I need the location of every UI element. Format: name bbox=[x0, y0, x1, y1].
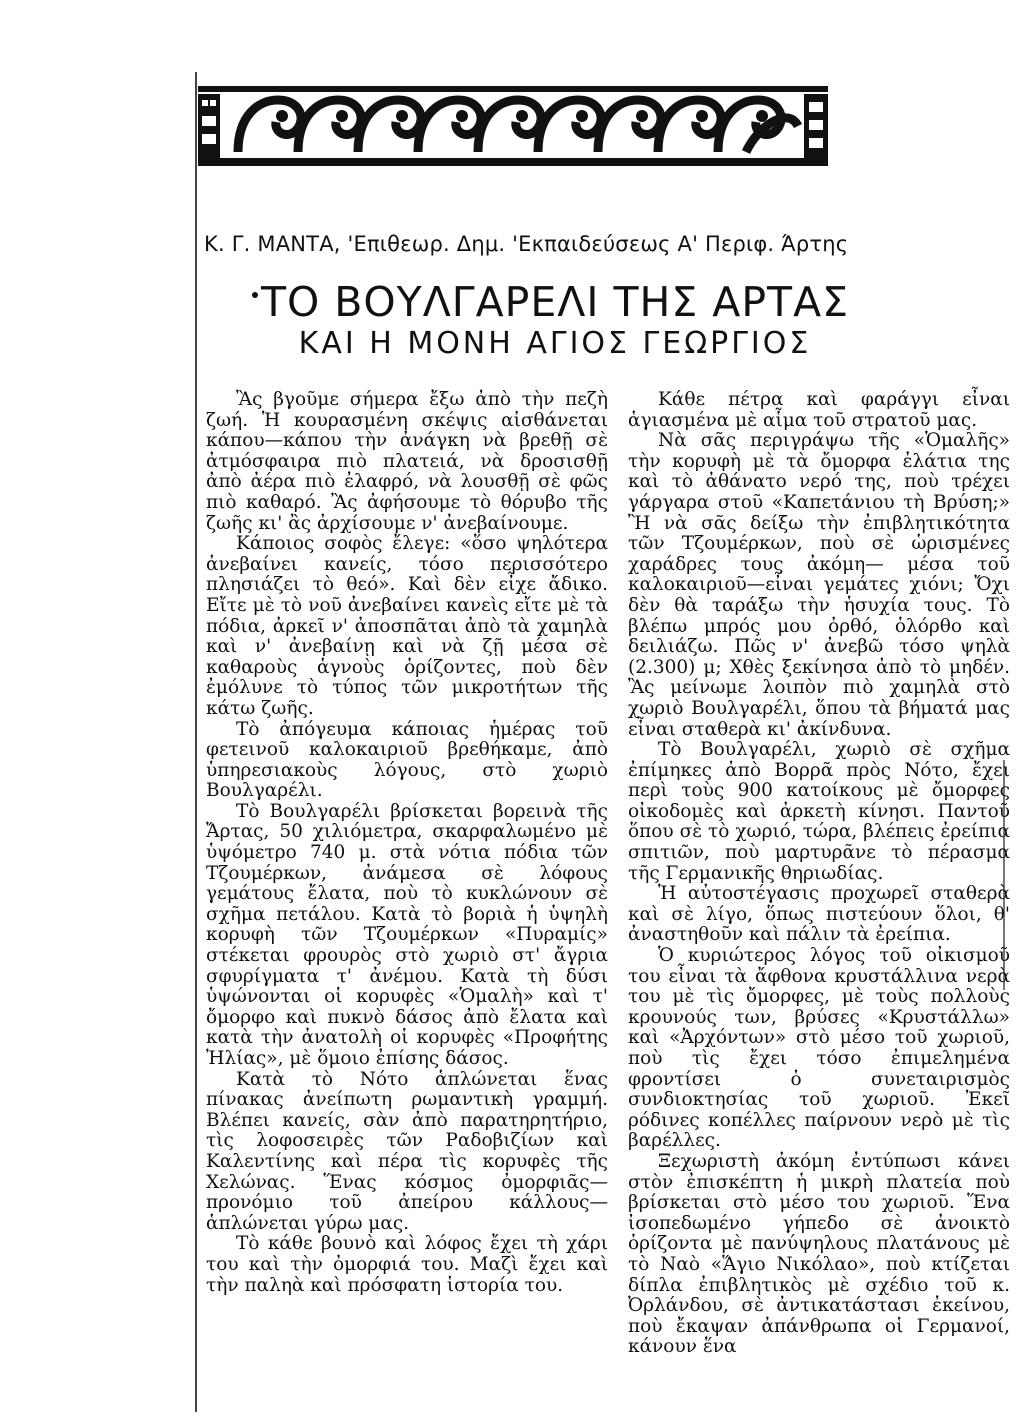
headline-line-2: ΚΑΙ Η ΜΟΝΗ ΑΓΙΟΣ ΓΕΩΡΓΙΟΣ bbox=[298, 326, 812, 361]
paragraph: Κατὰ τὸ Νότο ἁπλώνεται ἕνας πίνακας ἀνείπωτη ρωμαντικὴ γραμμή. Βλέπει κανείς, σὰν ἀπὸ παρατηρητήριο, τὶς λοφοσειρὲς τῶν Ραδοβιζίων καὶ Καλεντίνης καὶ πέρα τὶς κορυφὲς τῆς Χελώνας. Ἕνας κόσμος ὀμορφιᾶς—προνόμιο τοῦ ἀπείρου κάλλους—ἁπλώνεται γύρω μας. bbox=[206, 1068, 608, 1234]
paragraph: Ξεχωριστὴ ἀκόμη ἐντύπωσι κάνει στὸν ἐπισκέπτη ἡ μικρὴ πλατεία ποὺ βρίσκεται στὸ μέσο του χωριοῦ. Ἕνα ἰσοπεδωμένο γήπεδο σὲ ἀνοικτὸ ὁρίζοντα μὲ πανύψηλους πλατάνους μὲ τὸ Ναὸ «Ἅγιο Νικόλαο», ποὺ κτίζεται δίπλα ἐπιβλητικὸς μὲ σχέδιο τοῦ κ. Ὀρλάνδου, σὲ ἀντικατάστασι ἐκείνου, ποὺ ἔκαψαν ἀπάνθρωπα οἱ Γερμανοί, κάνουν ἕνα bbox=[628, 1150, 1010, 1358]
paragraph: Τὸ Βουλγαρέλι βρίσκεται βορεινὰ τῆς Ἄρτας, 50 χιλιόμετρα, σκαρφαλωμένο μὲ ὑψόμετρο 740 μ. στὰ νότια πόδια τῶν Τζουμέρκων, ἀνάμεσα σὲ λόφους γεμάτους ἔλατα, ποὺ τὸ κυκλώνουν σὲ σχῆμα πετάλου. Κατὰ τὸ βοριὰ ἡ ὑψηλὴ κορυφὴ τῶν Τζουμέρκων «Πυραμίς» στέκεται φρουρὸς στὸ χωριὸ στ' ἄγρια σφυρίγματα τ' ἀνέμου. Κατὰ τὴ δύσι ὑψώνονται οἱ κορυφὲς «Ὁμαλὴ» καὶ τ' ὄμορφο καὶ πυκνὸ δάσος ἀπὸ ἔλατα καὶ κατὰ τὴν ἀνατολὴ οἱ κορυφὲς «Προφήτης Ἠλίας», μὲ ὅμοιο ἐπίσης δάσος. bbox=[206, 800, 608, 1069]
greek-key-ornament bbox=[198, 86, 828, 168]
paragraph: Νὰ σᾶς περιγράψω τῆς «Ὁμαλῆς» τὴν κορυφὴ μὲ τὰ ὄμορφα ἐλάτια της καὶ τὸ ἀθάνατο νερό της, ποὺ τρέχει γάργαρα στοῦ «Καπετάνιου τὴ Βρύση;» Ἢ νὰ σᾶς δείξω τὴν ἐπιβλητικότητα τῶν Τζουμέρκων, ποὺ σὲ ὡρισμένες χαράδρες τους ἀκόμη— μέσα τοῦ καλοκαιριοῦ—εἶναι γεμάτες χιόνι; Ὄχι δὲν θὰ ταράξω τὴν ἡσυχία τους. Τὸ βλέπω μπρός μου ὀρθό, ὁλόρθο καὶ δειλιάζω. Πῶς ν' ἀνεβῶ τόσο ψηλὰ (2.300) μ; Χθὲς ξεκίνησα ἀπὸ τὸ μηδέν. Ἂς μείνωμε λοιπὸν πιὸ χαμηλὰ στὸ χωριὸ Βουλγαρέλι, ὅπου τὰ βήματά μας εἶναι σταθερὰ κι' ἀκίνδυνα. bbox=[628, 430, 1010, 740]
paragraph: Ὁ κυριώτερος λόγος τοῦ οἰκισμοῦ του εἶναι τὰ ἄφθονα κρυστάλλινα νερὰ του μὲ τὶς ὄμορφες, μὲ τοὺς πολλοὺς κρουνούς των, βρύσες «Κρυστάλλω» καὶ «Ἀρχόντων» στὸ μέσο τοῦ χωριοῦ, ποὺ τὶς ἔχει τόσο ἐπιμελημένα φροντίσει ὁ συνεταιρισμὸς συνδιοκτησίας τοῦ χωριοῦ. Ἐκεῖ ρόδινες κοπέλλες παίρνουν νερὸ μὲ τὶς βαρέλλες. bbox=[628, 945, 1010, 1152]
article-column-left bbox=[206, 390, 608, 1296]
paragraph: Τὸ Βουλγαρέλι, χωριὸ σὲ σχῆμα ἐπίμηκες ἀπὸ Βορρᾶ πρὸς Νότο, ἔχει περὶ τοὺς 900 κατοίκους μὲ ὄμορφες οἰκοδομὲς καὶ ἀρκετὴ κίνησι. Παντοῦ ὅπου σὲ τὸ χωριό, τώρα, βλέπεις ἐρείπια σπιτιῶν, ποὺ μαρτυρᾶνε τὸ πέρασμα τῆς Γερμανικῆς θηριωδίας. bbox=[628, 739, 1010, 884]
paragraph: Κάποιος σοφὸς ἔλεγε: «ὅσο ψηλότερα ἀνεβαίνει κανείς, τόσο περισσότερο πλησιάζει τὸ θεό». Καὶ δὲν εἶχε ἄδικο. Εἴτε μὲ τὸ νοῦ ἀνεβαίνει κανεὶς εἴτε μὲ τὰ πόδια, ἀρκεῖ ν' ἀποσπᾶται ἀπὸ τὰ χαμηλὰ καὶ ν' ἀνεβαίνῃ καὶ νὰ ζῇ μέσα σὲ καθαροὺς ἁγνοὺς ὁρίζοντες, ποὺ δὲν ἐμόλυνε τὸ τύπος τῶν μικροτήτων τῆς κάτω ζωῆς. bbox=[206, 533, 608, 719]
paragraph: Ἡ αὐτοστέγασις προχωρεῖ σταθερὰ καὶ σὲ λίγο, ὅπως πιστεύουν ὅλοι, θ' ἀναστηθοῦν καὶ πάλιν τὰ ἐρείπια. bbox=[628, 883, 1010, 946]
paragraph: Τὸ ἀπόγευμα κάποιας ἡμέρας τοῦ φετεινοῦ καλοκαιριοῦ βρεθήκαμε, ἀπὸ ὑπηρεσιακοὺς λόγους, στὸ χωριὸ Βουλγαρέλι. bbox=[206, 718, 608, 802]
paragraph: Τὸ κάθε βουνὸ καὶ λόφος ἔχει τὴ χάρι του καὶ τὴν ὀμορφιά του. Μαζὶ ἔχει καὶ τὴν παληὰ καὶ πρόσφατη ἱστορία του. bbox=[206, 1233, 608, 1296]
paragraph: Κάθε πέτρα καὶ φαράγγι εἶναι ἁγιασμένα μὲ αἷμα τοῦ στρατοῦ μας. bbox=[628, 389, 1010, 431]
left-margin-rule bbox=[195, 72, 197, 1412]
article-column-right bbox=[628, 390, 1010, 1358]
author-byline: Κ. Γ. ΜΑΝΤΑ, 'Επιθεωρ. Δημ. 'Εκπαιδεύσεως Α' Περιφ. Άρτης bbox=[204, 232, 849, 256]
headline-line-1: ΤΟ ΒΟΥΛΓΑΡΕΛΙ ΤΗΣ ΑΡΤΑΣ bbox=[260, 278, 850, 326]
paragraph: Ἂς βγοῦμε σήμερα ἔξω ἀπὸ τὴν πεζὴ ζωή. Ἡ κουρασμένη σκέψις αἰσθάνεται κάπου—κάπου τὴν ἀνάγκη νὰ βρεθῇ σὲ ἀτμόσφαιρα πιὸ πλατειά, νὰ δροσισθῇ ἀπὸ ἀέρα πιὸ ἐλαφρό, νὰ λουσθῇ σὲ φῶς πιὸ καθαρό. Ἂς ἀφήσουμε τὸ θόρυβο τῆς ζωῆς κι' ἂς ἀρχίσουμε ν' ἀνεβαίνουμε. bbox=[206, 389, 608, 534]
